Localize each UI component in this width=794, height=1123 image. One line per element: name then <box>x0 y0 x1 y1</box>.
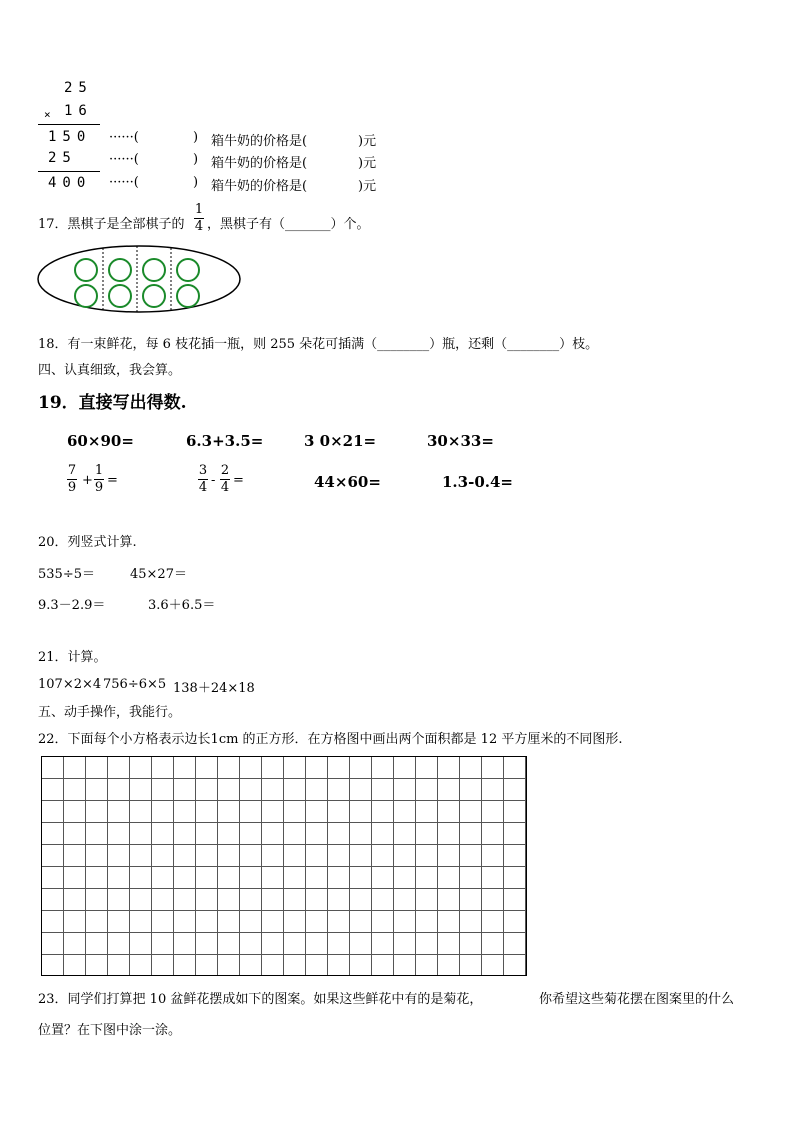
chess-piece-circle <box>143 259 165 281</box>
q19-title: 19．直接写出得数. <box>38 393 187 413</box>
q17-prefix: 17．黑棋子是全部棋子的 <box>38 217 185 232</box>
section-5-heading: 五、动手操作，我能行。 <box>38 705 182 720</box>
q17-numerator: 1 <box>194 202 204 217</box>
q17-suffix <box>207 213 370 232</box>
plus-sign: + <box>82 473 93 488</box>
mult-line-2 <box>38 171 100 172</box>
q23-line-2: 位置？在下图中涂一涂。 <box>38 1023 182 1038</box>
denominator: 9 <box>94 480 104 495</box>
chess-piece-circle <box>143 285 165 307</box>
close-paren-2: ) <box>193 152 199 167</box>
fraction-2-4 <box>220 464 230 495</box>
unit-1: )元 <box>358 134 377 149</box>
chess-pieces-figure <box>36 244 242 314</box>
q18-text-a: 18．有一束鲜花，每 6 枝花插一瓶，则 255 朵花可插满（ <box>38 337 378 352</box>
q19-item-3: 3 0×21= <box>304 432 377 450</box>
dots-2: ······( <box>109 152 139 167</box>
numerator: 1 <box>94 463 104 478</box>
q20-item-1: 535÷5＝ <box>38 567 95 582</box>
equals-sign: = <box>107 473 118 488</box>
section-4-heading: 四、认真细致，我会算。 <box>38 363 182 378</box>
q17-fraction <box>194 203 204 234</box>
q17-suffix-a: ，黑棋子有（ <box>207 217 286 232</box>
chess-piece-circle <box>109 259 131 281</box>
mult-top-number: 25 <box>64 80 93 96</box>
q23-line-1b: 你希望这些菊花摆在图案里的什么 <box>539 992 735 1007</box>
q17-denominator: 4 <box>194 219 204 234</box>
q21-item-1: 107×2×4 <box>38 677 102 692</box>
q21-item-3: 138＋24×18 <box>173 681 255 696</box>
numerator: 3 <box>198 463 208 478</box>
q23-line-1a: 23．同学们打算把 10 盆鲜花摆成如下的图案。如果这些鲜花中有的是菊花， <box>38 992 483 1007</box>
q18-text-b: ）瓶，还剩（ <box>429 337 508 352</box>
ellipse-outline <box>38 246 240 312</box>
chess-piece-circle <box>177 259 199 281</box>
equals-sign: = <box>233 473 244 488</box>
chess-piece-circle <box>75 259 97 281</box>
q20-item-4: 3.6＋6.5＝ <box>148 598 216 613</box>
desc-2: 箱牛奶的价格是( <box>211 156 308 171</box>
numerator: 2 <box>220 463 230 478</box>
denominator: 4 <box>198 480 208 495</box>
dots-1: ······( <box>109 130 139 145</box>
q18-answer-blank-1[interactable]: ________ <box>377 337 430 352</box>
q20-item-3: 9.3－2.9＝ <box>38 598 106 613</box>
unit-2: )元 <box>358 156 377 171</box>
fraction-3-4 <box>198 464 208 495</box>
denominator: 4 <box>220 480 230 495</box>
times-sign: × <box>44 108 51 121</box>
q19-item-2: 6.3+3.5= <box>186 432 264 450</box>
q19-item-8: 1.3-0.4= <box>442 473 513 491</box>
q18-text-c: ）枝。 <box>559 337 599 352</box>
q19-item-4: 30×33= <box>427 432 494 450</box>
desc-3: 箱牛奶的价格是( <box>211 179 308 194</box>
q19-item-7: 44×60= <box>314 473 381 491</box>
q17-answer-blank[interactable]: _______ <box>285 217 331 232</box>
numerator: 7 <box>67 463 77 478</box>
q20-item-2: 45×27＝ <box>130 567 187 582</box>
q22-text: 22．下面每个小方格表示边长1cm 的正方形．在方格图中画出两个面积都是 12 平方厘米的不同图形. <box>38 732 623 747</box>
q18-text <box>38 333 598 352</box>
q18-answer-blank-2[interactable]: ________ <box>507 337 560 352</box>
partial-product-1: 150 <box>48 129 92 145</box>
desc-1: 箱牛奶的价格是( <box>211 134 308 149</box>
mult-bottom-number: 16 <box>64 103 93 119</box>
fraction-1-9 <box>94 464 104 495</box>
q20-title: 20．列竖式计算. <box>38 535 137 550</box>
chess-piece-circle <box>75 285 97 307</box>
unit-3: )元 <box>358 179 377 194</box>
chess-piece-circle <box>109 285 131 307</box>
q21-item-2: 756÷6×5 <box>103 677 167 692</box>
q17-suffix-b: ）个。 <box>330 217 370 232</box>
partial-product-2: 25 <box>48 150 77 166</box>
mult-line-1 <box>38 124 100 125</box>
close-paren-3: ) <box>193 175 199 190</box>
chess-piece-circle <box>177 285 199 307</box>
fraction-7-9 <box>67 464 77 495</box>
mult-result: 400 <box>48 175 92 191</box>
dots-3: ······( <box>109 175 139 190</box>
denominator: 9 <box>67 480 77 495</box>
q19-item-1: 60×90= <box>67 432 134 450</box>
close-paren-1: ) <box>193 130 199 145</box>
square-grid[interactable] <box>41 756 527 976</box>
minus-sign: - <box>211 473 216 488</box>
q21-title: 21．计算。 <box>38 650 107 665</box>
